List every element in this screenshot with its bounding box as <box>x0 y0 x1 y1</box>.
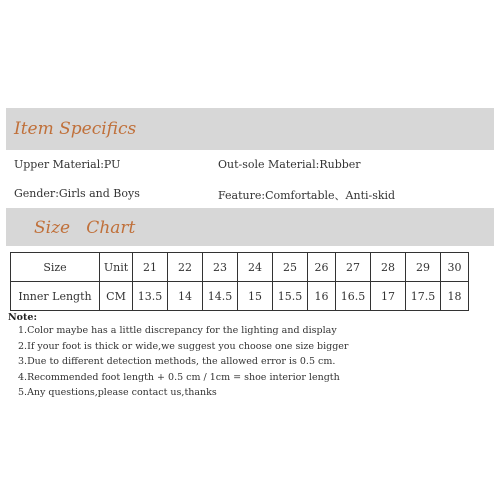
table-cell: 23 <box>203 253 238 282</box>
table-cell: 16 <box>308 282 336 311</box>
table-cell: CM <box>100 282 133 311</box>
table-cell: 25 <box>273 253 308 282</box>
size-chart-header <box>6 208 494 246</box>
notes-title: Note: <box>8 312 37 323</box>
table-cell: 14.5 <box>203 282 238 311</box>
size-row <box>11 253 469 282</box>
table-cell: 17.5 <box>406 282 441 311</box>
table-cell: Inner Length <box>11 282 100 311</box>
table-cell: 24 <box>238 253 273 282</box>
note-item: 5.Any questions,please contact us,thanks <box>18 387 217 398</box>
table-cell: 13.5 <box>133 282 168 311</box>
feature: Feature:Comfortable、Anti-skid <box>218 189 396 202</box>
inner-length-row <box>11 282 469 311</box>
note-item: 2.If your foot is thick or wide,we suggest you choose one size bigger <box>18 340 349 352</box>
item-specifics-title: Item Specifics <box>14 119 137 139</box>
table-cell: 21 <box>133 253 168 282</box>
table-cell: 26 <box>308 253 336 282</box>
table-cell: 14 <box>168 282 203 311</box>
table-cell: Size <box>11 253 100 282</box>
table-cell: 15.5 <box>273 282 308 311</box>
outsole-material: Out-sole Material:Rubber <box>218 158 361 171</box>
table-cell: 22 <box>168 253 203 282</box>
table-cell: 27 <box>336 253 371 282</box>
size-chart-title: Size Chart <box>34 218 136 238</box>
notes-section <box>8 312 348 401</box>
table-cell: 15 <box>238 282 273 311</box>
item-specifics-header <box>6 108 494 150</box>
note-item: 1.Color maybe has a little discrepancy for the lighting and display <box>18 325 337 336</box>
table-cell: 29 <box>406 253 441 282</box>
table-cell: 28 <box>371 253 406 282</box>
table-cell: 18 <box>441 282 469 311</box>
upper-material: Upper Material:PU <box>14 158 121 171</box>
table-cell: 16.5 <box>336 282 371 311</box>
gender: Gender:Girls and Boys <box>14 187 140 200</box>
table-cell: 17 <box>371 282 406 311</box>
table-cell: 30 <box>441 253 469 282</box>
note-item: 3.Due to different detection methods, the allowed error is 0.5 cm. <box>18 356 336 367</box>
table-cell: Unit <box>100 253 133 282</box>
note-item: 4.Recommended foot length + 0.5 cm / 1cm = shoe interior length <box>18 371 340 383</box>
size-table <box>10 252 469 311</box>
